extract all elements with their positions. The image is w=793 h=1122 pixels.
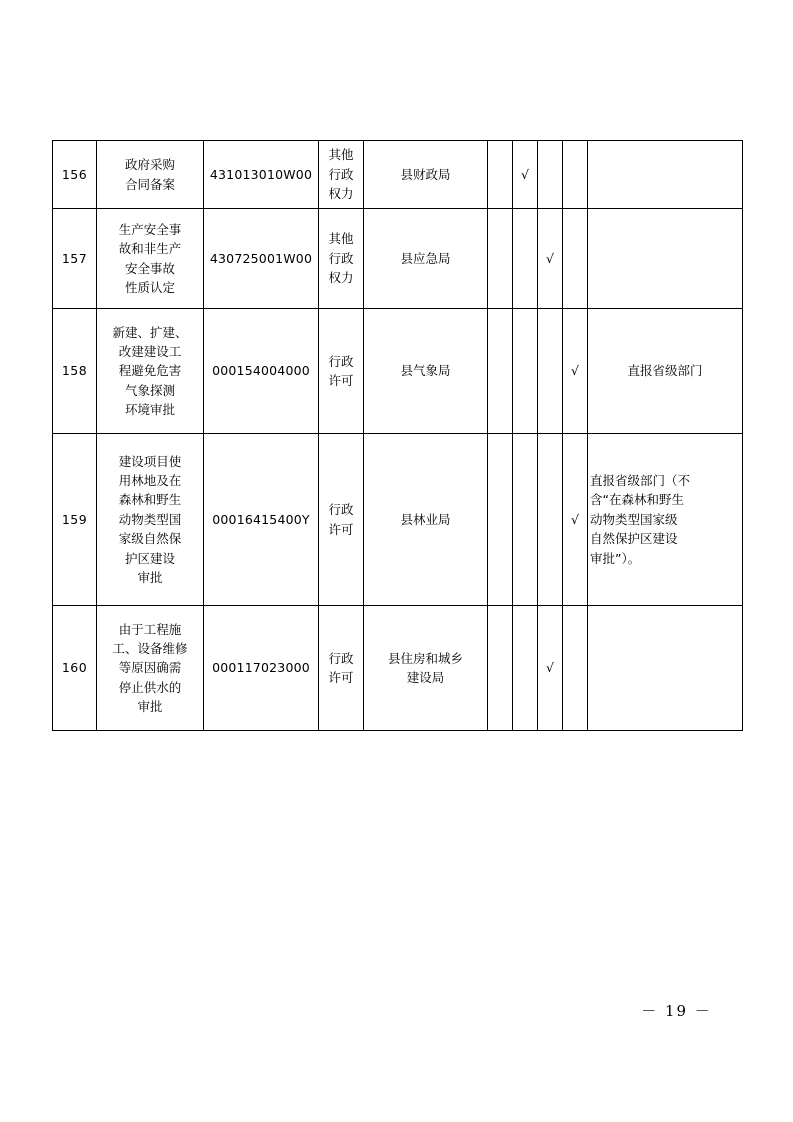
item-name-line: 新建、扩建、 — [112, 324, 188, 340]
item-name-line: 家级自然保 — [118, 531, 182, 547]
mark-column-3: √ — [538, 606, 563, 731]
item-type-line: 行政 — [328, 502, 354, 518]
item-type-line: 行政 — [328, 166, 354, 182]
page-number: － 19 － — [641, 1002, 712, 1020]
item-name-line: 环境审批 — [124, 402, 175, 418]
table-body — [53, 141, 743, 731]
item-note — [588, 606, 743, 731]
table-row — [53, 309, 743, 434]
row-index: 157 — [53, 209, 97, 309]
item-type-line: 许可 — [328, 373, 354, 388]
mark-column-1 — [488, 434, 513, 606]
item-department — [364, 141, 488, 209]
item-department-line: 县林业局 — [400, 511, 451, 527]
item-name-line: 改建建设工 — [118, 343, 182, 359]
item-name — [97, 434, 204, 606]
mark-column-4: √ — [563, 309, 588, 434]
item-type-line: 许可 — [328, 521, 354, 537]
table-row — [53, 606, 743, 731]
mark-column-4: √ — [563, 434, 588, 606]
item-code: 430725001W00 — [204, 209, 319, 309]
item-department-line: 建设局 — [406, 670, 445, 685]
item-name-line: 建设项目使 — [118, 453, 182, 469]
item-note-line: 审批”）。 — [590, 550, 641, 566]
item-name-line: 程避免危害 — [118, 363, 182, 379]
item-type — [319, 141, 364, 209]
mark-column-4 — [563, 141, 588, 209]
item-name — [97, 141, 204, 209]
mark-column-2 — [513, 606, 538, 731]
mark-column-4 — [563, 209, 588, 309]
mark-column-3 — [538, 309, 563, 434]
mark-column-3 — [538, 141, 563, 209]
item-name — [97, 606, 204, 731]
mark-column-1 — [488, 606, 513, 731]
item-note — [588, 209, 743, 309]
item-type — [319, 434, 364, 606]
item-name-line: 审批 — [137, 569, 163, 585]
mark-column-2 — [513, 309, 538, 434]
mark-column-4 — [563, 606, 588, 731]
item-type-line: 行政 — [328, 353, 354, 369]
item-type-line: 权力 — [328, 186, 354, 202]
administrative-items-table — [52, 140, 743, 731]
item-code: 000154004000 — [204, 309, 319, 434]
item-name-line: 停止供水的 — [118, 679, 182, 695]
item-name-line: 由于工程施 — [118, 621, 182, 637]
item-code: 00016415400Y — [204, 434, 319, 606]
item-type-line: 行政 — [328, 650, 354, 666]
item-department-line: 县气象局 — [400, 363, 451, 379]
mark-column-1 — [488, 309, 513, 434]
item-name-line: 政府采购 — [124, 157, 175, 173]
item-type — [319, 606, 364, 731]
mark-column-3: √ — [538, 209, 563, 309]
item-department-line: 县财政局 — [400, 166, 451, 182]
item-department — [364, 209, 488, 309]
item-note-line: 自然保护区建设 — [590, 531, 678, 547]
item-name-line: 用林地及在 — [118, 473, 182, 489]
mark-column-3 — [538, 434, 563, 606]
mark-column-2 — [513, 209, 538, 309]
item-note-line: 直报省级部门（不 — [590, 473, 691, 489]
item-name-line: 审批 — [137, 699, 163, 715]
row-index: 159 — [53, 434, 97, 606]
item-note-line: 含“在森林和野生 — [590, 492, 684, 508]
item-department-line: 县应急局 — [400, 250, 451, 266]
mark-column-1 — [488, 141, 513, 209]
item-type-line: 许可 — [328, 670, 354, 685]
item-department — [364, 606, 488, 731]
item-type — [319, 209, 364, 309]
item-name-line: 等原因确需 — [118, 660, 182, 676]
item-note — [588, 309, 743, 434]
item-type — [319, 309, 364, 434]
row-index: 156 — [53, 141, 97, 209]
item-note-line: 动物类型国家级 — [590, 511, 678, 527]
item-name-line: 护区建设 — [124, 550, 175, 566]
mark-column-1 — [488, 209, 513, 309]
item-name-line: 生产安全事 — [118, 221, 182, 237]
item-note — [588, 434, 743, 606]
item-department — [364, 434, 488, 606]
item-name-line: 森林和野生 — [118, 492, 182, 508]
item-name-line: 气象探测 — [124, 382, 175, 398]
item-code: 000117023000 — [204, 606, 319, 731]
item-note-line: 直报省级部门 — [627, 363, 703, 379]
item-department-line: 县住房和城乡 — [387, 650, 463, 666]
item-type-line: 行政 — [328, 250, 354, 266]
item-name — [97, 309, 204, 434]
row-index: 160 — [53, 606, 97, 731]
item-name-line: 性质认定 — [124, 279, 175, 295]
mark-column-2: √ — [513, 141, 538, 209]
item-code: 431013010W00 — [204, 141, 319, 209]
mark-column-2 — [513, 434, 538, 606]
item-type-line: 其他 — [328, 231, 354, 247]
item-name-line: 工、设备维修 — [112, 640, 188, 656]
item-name-line: 动物类型国 — [118, 511, 182, 527]
item-name — [97, 209, 204, 309]
item-name-line: 合同备案 — [124, 176, 175, 192]
table-row — [53, 141, 743, 209]
item-type-line: 权力 — [328, 270, 354, 286]
item-note — [588, 141, 743, 209]
table-row — [53, 434, 743, 606]
item-department — [364, 309, 488, 434]
item-name-line: 故和非生产 — [118, 241, 182, 257]
row-index: 158 — [53, 309, 97, 434]
table-row — [53, 209, 743, 309]
item-name-line: 安全事故 — [124, 260, 175, 276]
item-type-line: 其他 — [328, 147, 354, 163]
